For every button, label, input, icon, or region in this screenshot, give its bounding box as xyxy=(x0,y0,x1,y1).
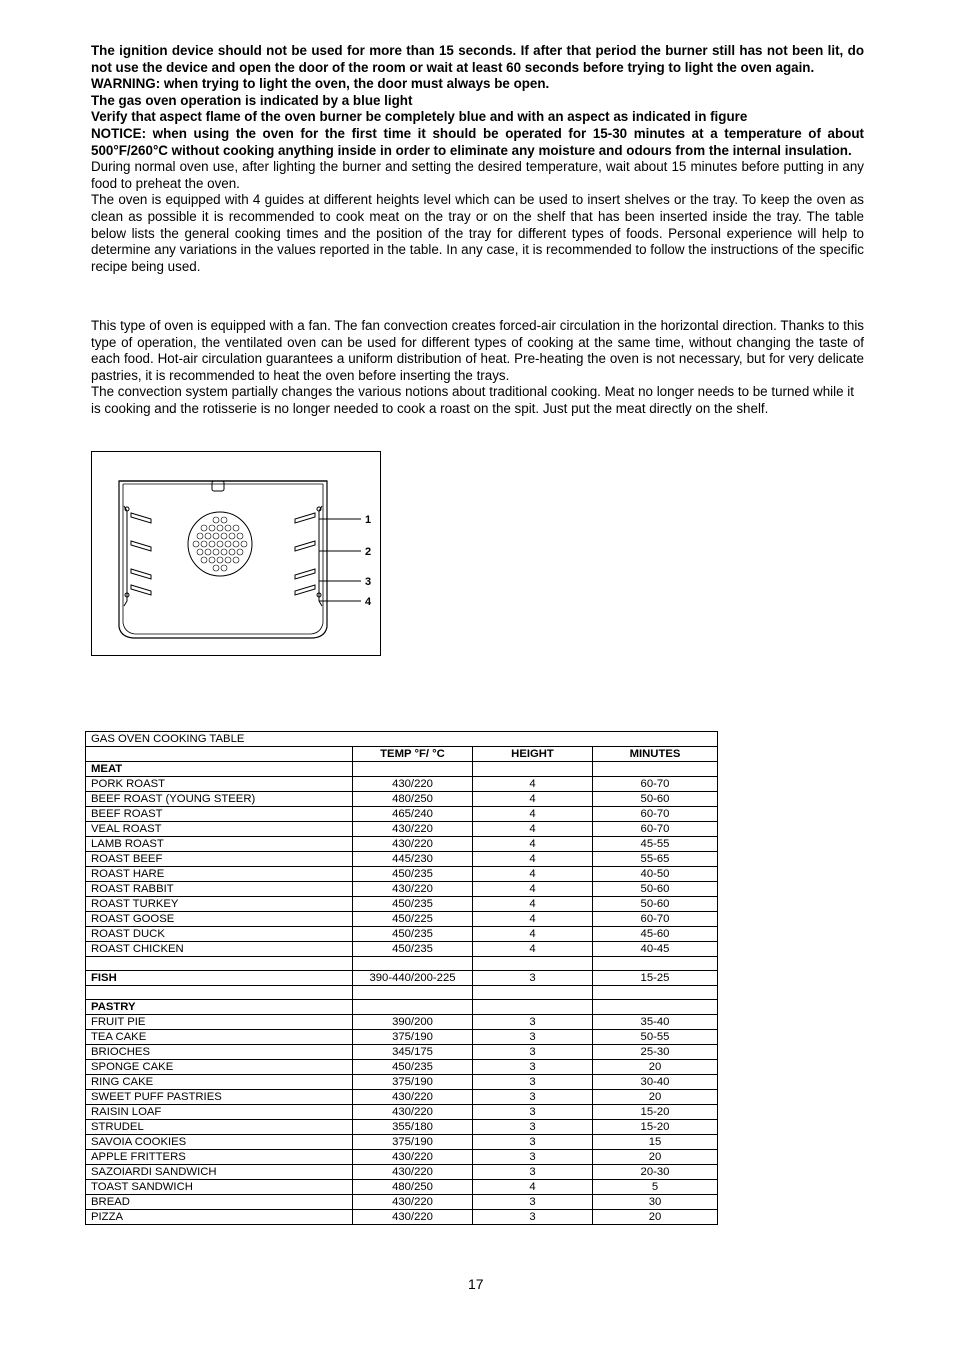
height-cell: 4 xyxy=(473,1180,593,1195)
height-cell: 3 xyxy=(473,1150,593,1165)
temp-cell: 430/220 xyxy=(353,1105,473,1120)
temp-cell: 390/200 xyxy=(353,1015,473,1030)
table-row xyxy=(86,777,718,792)
oven-shelf-diagram xyxy=(91,451,381,656)
height-cell: 3 xyxy=(473,1015,593,1030)
food-cell: PORK ROAST xyxy=(86,777,353,792)
table-row xyxy=(86,1180,718,1195)
ignition-paragraph: The ignition device should not be used for more than 15 seconds. If after that period the burner still has not been lit, do not use the device and open the door of the room or wait at least 60 seconds before trying to light the oven again. xyxy=(91,43,864,75)
table-row xyxy=(86,1120,718,1135)
temp-cell: 430/220 xyxy=(353,1210,473,1225)
food-cell: FRUIT PIE xyxy=(86,1015,353,1030)
guide-label-1: 1 xyxy=(365,514,372,526)
food-cell: ROAST BEEF xyxy=(86,852,353,867)
height-cell: 4 xyxy=(473,942,593,957)
minutes-cell: 40-50 xyxy=(593,867,718,882)
temp-cell: 430/220 xyxy=(353,837,473,852)
gas-oven-cooking-table xyxy=(85,731,718,1225)
minutes-cell: 60-70 xyxy=(593,807,718,822)
height-cell: 4 xyxy=(473,912,593,927)
food-cell: ROAST TURKEY xyxy=(86,897,353,912)
minutes-cell: 5 xyxy=(593,1180,718,1195)
flame-paragraph: Verify that aspect flame of the oven burner be completely blue and with an aspect as indicated in figure xyxy=(91,109,748,125)
height-cell: 4 xyxy=(473,822,593,837)
temp-cell: 355/180 xyxy=(353,1120,473,1135)
table-row xyxy=(86,807,718,822)
temp-cell: 345/175 xyxy=(353,1045,473,1060)
table-row xyxy=(86,927,718,942)
height-cell: 3 xyxy=(473,1195,593,1210)
guide-label-2: 2 xyxy=(365,546,372,558)
food-cell: FISH xyxy=(86,971,353,986)
height-cell: 4 xyxy=(473,792,593,807)
guides-paragraph: The oven is equipped with 4 guides at different heights level which can be used to insert shelves or the tray. To keep the oven as clean as possible it is recommended to cook meat on the tray or on the shelf that has been inserted inside the tray. The table below lists the general cooking times and the position of the tray for different types of foods. Personal experience will help to determine any variations in the values reported in the table. In any case, it is recommended to follow the instructions of the specific recipe being used. xyxy=(91,192,864,274)
table-row xyxy=(86,882,718,897)
minutes-cell: 15 xyxy=(593,1135,718,1150)
table-row xyxy=(86,1150,718,1165)
food-cell: VEAL ROAST xyxy=(86,822,353,837)
table-row xyxy=(86,822,718,837)
table-row xyxy=(86,1210,718,1225)
table-row xyxy=(86,1030,718,1045)
temp-cell: 445/230 xyxy=(353,852,473,867)
minutes-cell: 15-20 xyxy=(593,1120,718,1135)
section-row-pastry xyxy=(86,1000,718,1015)
minutes-cell: 55-65 xyxy=(593,852,718,867)
food-cell: ROAST DUCK xyxy=(86,927,353,942)
table-row xyxy=(86,1060,718,1075)
minutes-cell: 40-45 xyxy=(593,942,718,957)
minutes-cell: 20-30 xyxy=(593,1165,718,1180)
height-cell: 3 xyxy=(473,1090,593,1105)
minutes-cell: 30 xyxy=(593,1195,718,1210)
minutes-cell: 20 xyxy=(593,1060,718,1075)
height-cell: 3 xyxy=(473,1060,593,1075)
height-cell: 3 xyxy=(473,1075,593,1090)
minutes-cell: 15-25 xyxy=(593,971,718,986)
instructions-text xyxy=(91,43,864,275)
temp-cell: 450/235 xyxy=(353,867,473,882)
temp-cell: 430/220 xyxy=(353,882,473,897)
food-cell: SAZOIARDI SANDWICH xyxy=(86,1165,353,1180)
temp-cell: 450/235 xyxy=(353,927,473,942)
table-row xyxy=(86,1015,718,1030)
minutes-cell: 20 xyxy=(593,1210,718,1225)
section-label-meat: MEAT xyxy=(86,762,353,777)
minutes-cell: 45-60 xyxy=(593,927,718,942)
table-row xyxy=(86,1135,718,1150)
height-cell: 4 xyxy=(473,897,593,912)
food-cell: STRUDEL xyxy=(86,1120,353,1135)
food-cell: RAISIN LOAF xyxy=(86,1105,353,1120)
food-cell: SWEET PUFF PASTRIES xyxy=(86,1090,353,1105)
minutes-cell: 50-60 xyxy=(593,792,718,807)
temp-cell: 450/225 xyxy=(353,912,473,927)
table-row xyxy=(86,867,718,882)
height-cell: 4 xyxy=(473,882,593,897)
food-cell: ROAST RABBIT xyxy=(86,882,353,897)
food-cell: BEEF ROAST (YOUNG STEER) xyxy=(86,792,353,807)
temp-cell: 430/220 xyxy=(353,822,473,837)
table-row xyxy=(86,852,718,867)
temp-cell: 430/220 xyxy=(353,1090,473,1105)
food-cell: PIZZA xyxy=(86,1210,353,1225)
minutes-cell: 60-70 xyxy=(593,777,718,792)
table-row xyxy=(86,897,718,912)
temp-cell: 430/220 xyxy=(353,777,473,792)
header-height: HEIGHT xyxy=(473,747,593,762)
height-cell: 3 xyxy=(473,1120,593,1135)
minutes-cell: 50-60 xyxy=(593,882,718,897)
height-cell: 4 xyxy=(473,837,593,852)
section-row-meat xyxy=(86,762,718,777)
minutes-cell: 35-40 xyxy=(593,1015,718,1030)
temp-cell: 480/250 xyxy=(353,1180,473,1195)
food-cell: RING CAKE xyxy=(86,1075,353,1090)
temp-cell: 450/235 xyxy=(353,897,473,912)
header-minutes: MINUTES xyxy=(593,747,718,762)
minutes-cell: 30-40 xyxy=(593,1075,718,1090)
height-cell: 3 xyxy=(473,1030,593,1045)
height-cell: 4 xyxy=(473,777,593,792)
food-cell: BREAD xyxy=(86,1195,353,1210)
temp-cell: 430/220 xyxy=(353,1195,473,1210)
table-row xyxy=(86,837,718,852)
temp-cell: 480/250 xyxy=(353,792,473,807)
notice-paragraph: NOTICE: when using the oven for the first time it should be operated for 15-30 minutes at a temperature of about 500°F/260°C without cooking anything inside in order to eliminate any moisture and odours from the internal insulation. xyxy=(91,125,864,158)
food-cell: APPLE FRITTERS xyxy=(86,1150,353,1165)
temp-cell: 375/190 xyxy=(353,1075,473,1090)
minutes-cell: 20 xyxy=(593,1090,718,1105)
food-cell: ROAST CHICKEN xyxy=(86,942,353,957)
table-row xyxy=(86,1075,718,1090)
height-cell: 3 xyxy=(473,971,593,986)
convection-system-paragraph: The convection system partially changes the various notions about traditional cooking. Meat no longer needs to be turned while it is cooking and the rotisserie is no longer needed to cook a roast on the spit. Just put the meat directly on the shelf. xyxy=(91,384,854,416)
section-row-fish xyxy=(86,971,718,986)
food-cell: LAMB ROAST xyxy=(86,837,353,852)
height-cell: 4 xyxy=(473,927,593,942)
food-cell: SAVOIA COOKIES xyxy=(86,1135,353,1150)
food-cell: BEEF ROAST xyxy=(86,807,353,822)
section-label-pastry: PASTRY xyxy=(86,1000,353,1015)
height-cell: 4 xyxy=(473,852,593,867)
convection-paragraph: This type of oven is equipped with a fan. The fan convection creates forced-air circulation in the horizontal direction. Thanks to this type of operation, the ventilated oven can be used for different types of cooking at the same time, without changing the taste of each food. Hot-air circulation guarantees a uniform distribution of heat. Pre-heating the oven is not necessary, but for very delicate pastries, it is recommended to heat the oven before inserting the trays. xyxy=(91,318,864,383)
temp-cell: 430/220 xyxy=(353,1165,473,1180)
temp-cell: 375/190 xyxy=(353,1135,473,1150)
convection-text xyxy=(91,318,864,418)
food-cell: SPONGE CAKE xyxy=(86,1060,353,1075)
guide-label-3: 3 xyxy=(365,576,372,588)
blank-row xyxy=(86,986,718,1000)
preheat-paragraph: During normal oven use, after lighting the burner and setting the desired temperature, wait about 15 minutes before putting in any food to preheat the oven. xyxy=(91,159,864,191)
table-title-row xyxy=(86,732,718,747)
page-number: 17 xyxy=(468,1276,484,1292)
table-row xyxy=(86,1045,718,1060)
minutes-cell: 15-20 xyxy=(593,1105,718,1120)
food-cell: ROAST HARE xyxy=(86,867,353,882)
table-title: GAS OVEN COOKING TABLE xyxy=(86,732,718,747)
temp-cell: 465/240 xyxy=(353,807,473,822)
header-temp: TEMP °F/ °C xyxy=(353,747,473,762)
table-row xyxy=(86,1090,718,1105)
minutes-cell: 45-55 xyxy=(593,837,718,852)
temp-cell: 430/220 xyxy=(353,1150,473,1165)
height-cell: 4 xyxy=(473,867,593,882)
table-row xyxy=(86,942,718,957)
height-cell: 3 xyxy=(473,1165,593,1180)
guide-label-4: 4 xyxy=(365,596,372,608)
temp-cell: 375/190 xyxy=(353,1030,473,1045)
height-cell: 3 xyxy=(473,1210,593,1225)
table-row xyxy=(86,1195,718,1210)
temp-cell: 450/235 xyxy=(353,942,473,957)
minutes-cell: 50-55 xyxy=(593,1030,718,1045)
blank-row xyxy=(86,957,718,971)
minutes-cell: 60-70 xyxy=(593,822,718,837)
height-cell: 4 xyxy=(473,807,593,822)
food-cell: TEA CAKE xyxy=(86,1030,353,1045)
minutes-cell: 25-30 xyxy=(593,1045,718,1060)
minutes-cell: 50-60 xyxy=(593,897,718,912)
table-row xyxy=(86,1105,718,1120)
food-cell: TOAST SANDWICH xyxy=(86,1180,353,1195)
temp-cell: 390-440/200-225 xyxy=(353,971,473,986)
table-row xyxy=(86,912,718,927)
temp-cell: 450/235 xyxy=(353,1060,473,1075)
height-cell: 3 xyxy=(473,1045,593,1060)
food-cell: ROAST GOOSE xyxy=(86,912,353,927)
minutes-cell: 20 xyxy=(593,1150,718,1165)
table-header-row xyxy=(86,747,718,762)
height-cell: 3 xyxy=(473,1135,593,1150)
table-row xyxy=(86,1165,718,1180)
minutes-cell: 60-70 xyxy=(593,912,718,927)
warning-paragraph: WARNING: when trying to light the oven, the door must always be open. xyxy=(91,76,550,92)
height-cell: 3 xyxy=(473,1105,593,1120)
food-cell: BRIOCHES xyxy=(86,1045,353,1060)
blue-light-paragraph: The gas oven operation is indicated by a blue light xyxy=(91,92,413,108)
table-row xyxy=(86,792,718,807)
